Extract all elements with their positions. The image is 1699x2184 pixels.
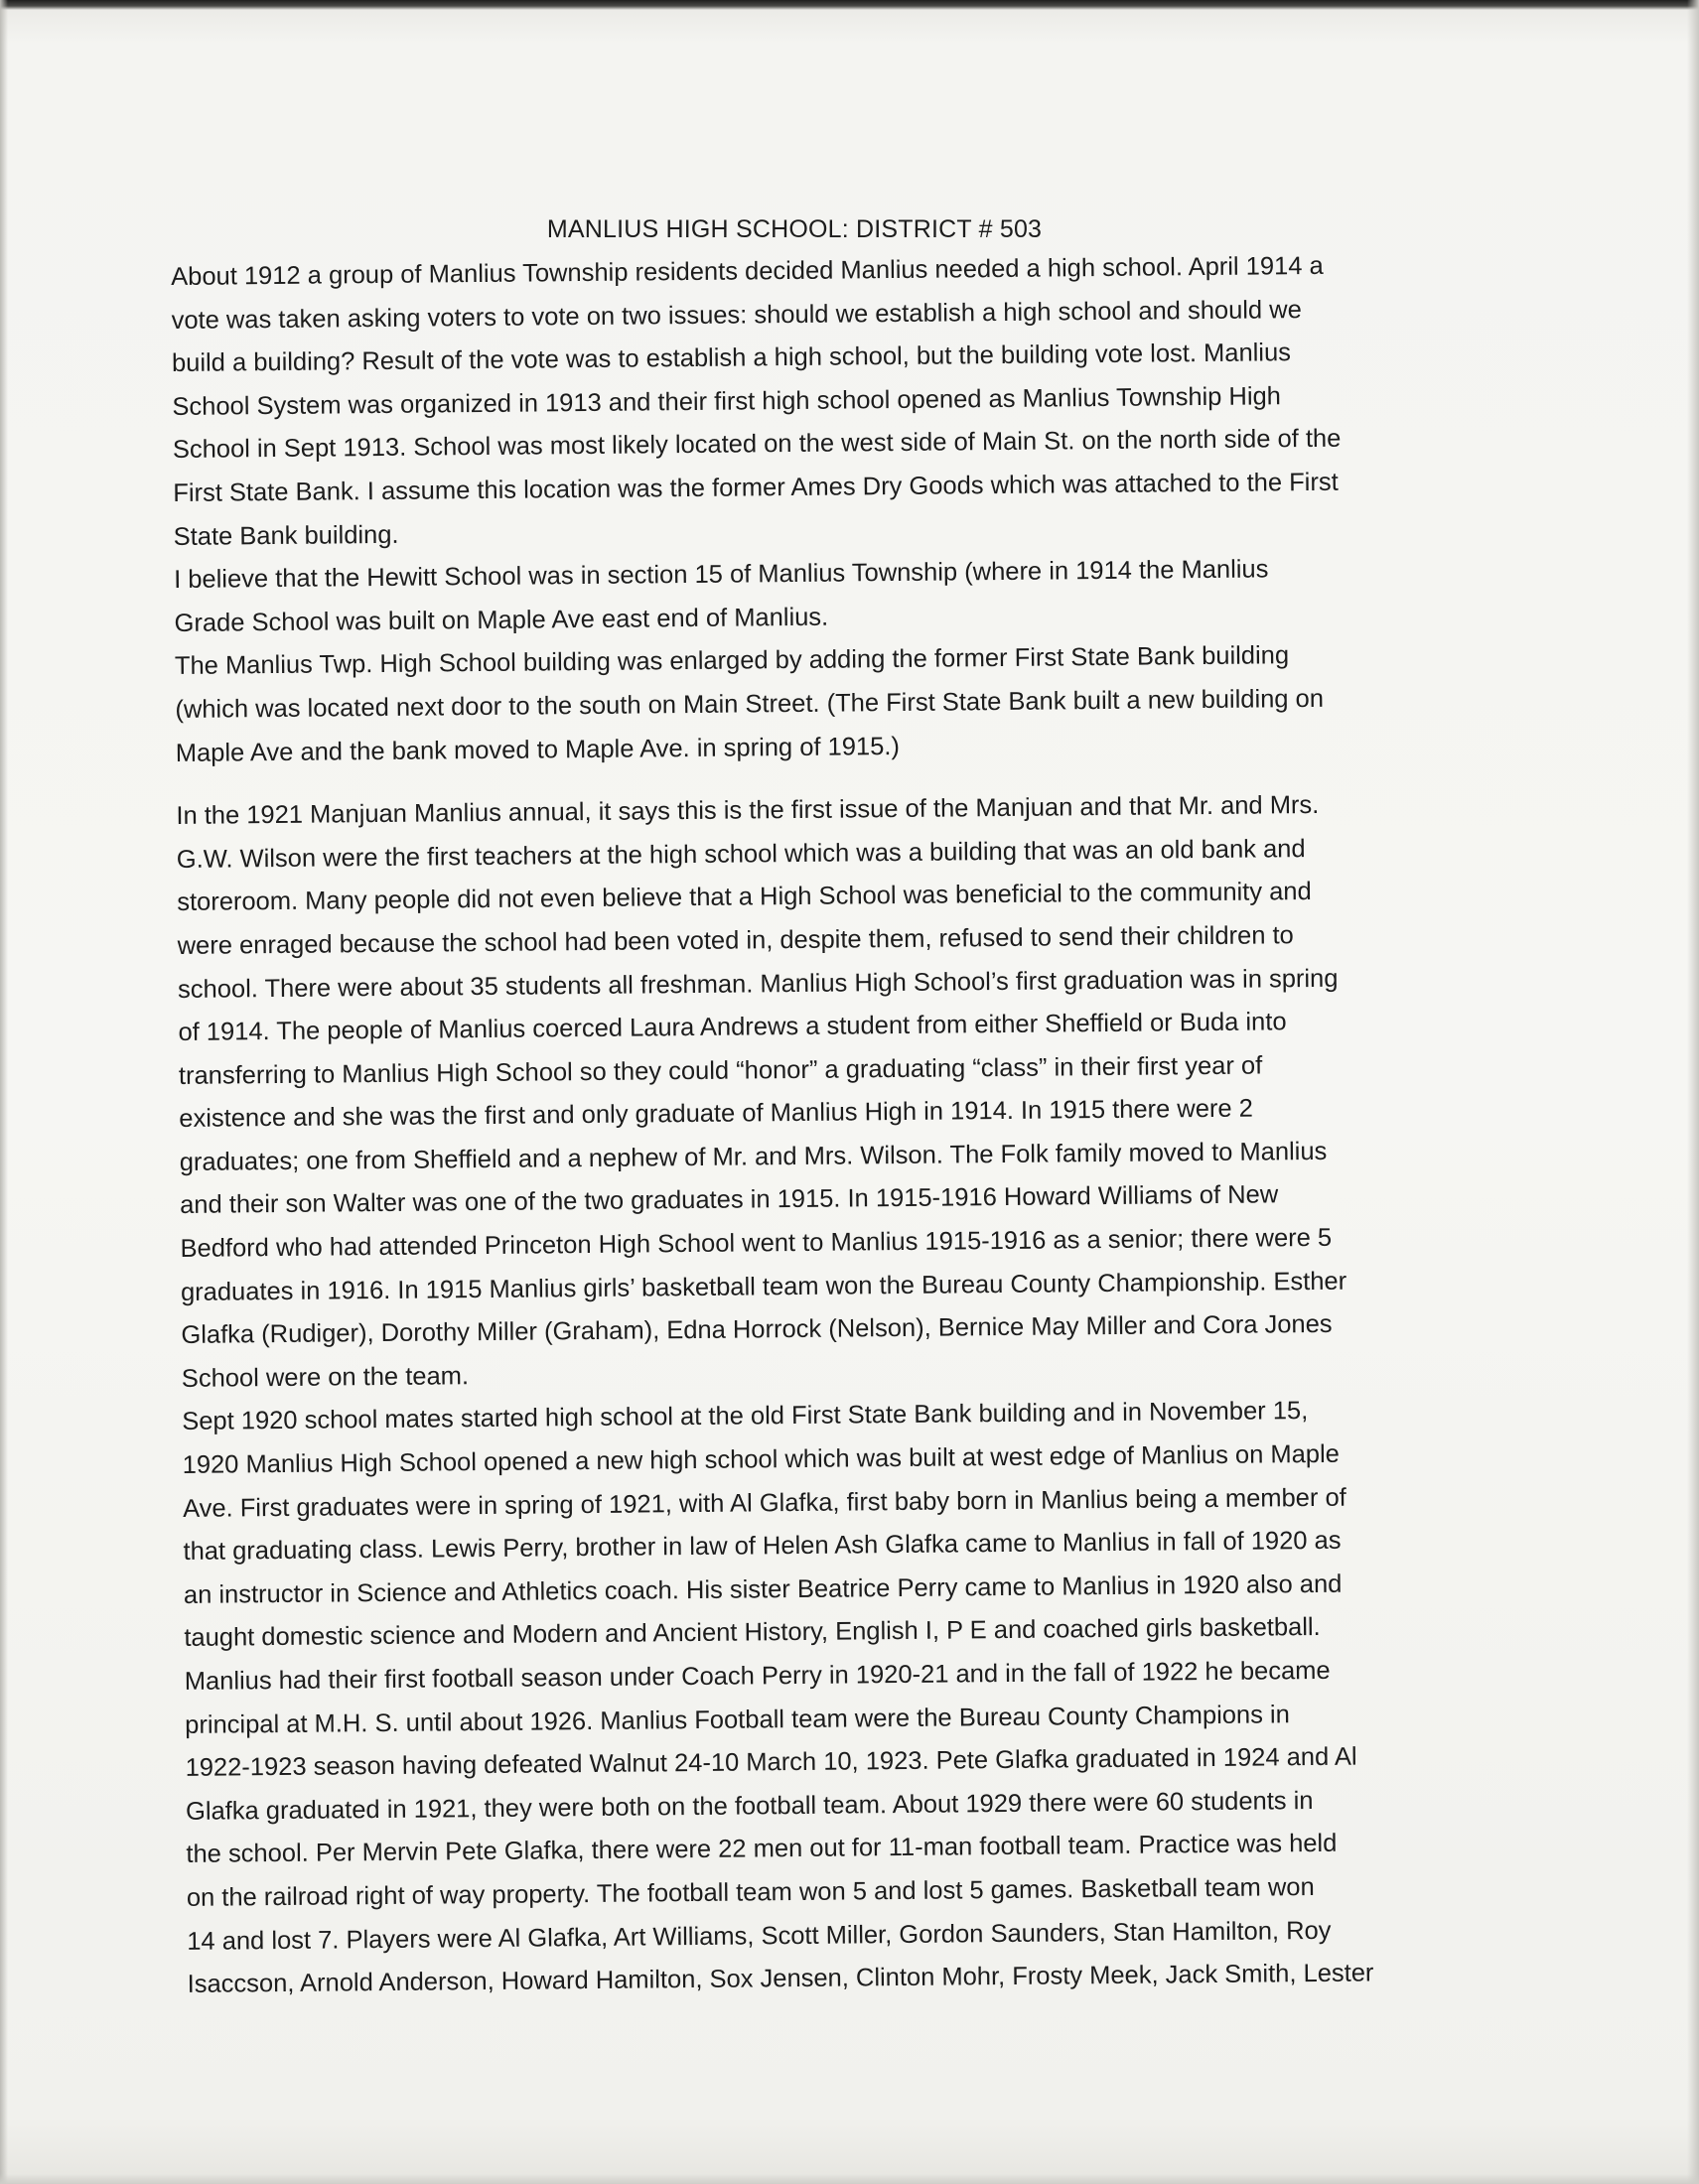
text-line: First State Bank. I assume this location was the former Ames Dry Goods which was attached to the First: [173, 468, 1339, 507]
scan-left-edge: [0, 0, 8, 2184]
text-line: of 1914. The people of Manlius coerced Laura Andrews a student from either Sheffield or Buda into: [178, 1008, 1287, 1047]
paragraph-5: [182, 1389, 1488, 2007]
text-line: The Manlius Twp. High School building was enlarged by adding the former First State Bank building: [174, 641, 1290, 681]
text-line: 1920 Manlius High School opened a new high school which was built at west edge of Manlius on Maple: [182, 1439, 1340, 1479]
paragraph-2: [174, 547, 1476, 646]
text-line: principal at M.H. S. until about 1926. Manlius Football team were the Bureau County Champions in: [185, 1700, 1290, 1739]
text-line: transferring to Manlius High School so they could “honor” a graduating “class” in their first year of: [178, 1051, 1263, 1090]
text-line: on the railroad right of way property. The football team won 5 and lost 5 games. Basketball team won: [186, 1872, 1315, 1912]
text-line: vote was taken asking voters to vote on two issues: should we establish a high school and should we: [171, 295, 1302, 335]
text-line: In the 1921 Manjuan Manlius annual, it says this is the first issue of the Manjuan and that Mr. and Mrs.: [176, 791, 1320, 831]
text-line: Glafka (Rudiger), Dorothy Miller (Graham), Edna Horrock (Nelson), Bernice May Miller and Cora Jones: [181, 1310, 1333, 1350]
scan-right-edge: [1687, 0, 1699, 2184]
scan-bottom-edge: [0, 2174, 1699, 2184]
text-line: school. There were about 35 students all freshman. Manlius High School’s first graduation was in spring: [177, 964, 1339, 1004]
scan-top-edge: [0, 0, 1699, 10]
text-line: 1922-1923 season having defeated Walnut 24-10 March 10, 1923. Pete Glafka graduated in 1924 and Al: [185, 1742, 1357, 1783]
text-line: Isaccson, Arnold Anderson, Howard Hamilton, Sox Jensen, Clinton Mohr, Frosty Meek, Jack Smith, Lester: [187, 1959, 1374, 1999]
text-line: and their son Walter was one of the two graduates in 1915. In 1915-1916 Howard Williams of New: [180, 1180, 1279, 1220]
text-line: that graduating class. Lewis Perry, brother in law of Helen Ash Glafka came to Manlius in fall of 1920 as: [183, 1526, 1342, 1567]
document-title: MANLIUS HIGH SCHOOL: DISTRICT # 503: [546, 215, 1043, 243]
text-line: Grade School was built on Maple Ave east end of Manlius.: [174, 603, 829, 637]
text-line: Sept 1920 school mates started high school at the old First State Bank building and in November 15,: [182, 1397, 1309, 1436]
text-line: taught domestic science and Modern and Ancient History, English I, P E and coached girls basketball.: [184, 1613, 1321, 1653]
text-line: G.W. Wilson were the first teachers at the high school which was a building that was an old bank and: [176, 834, 1306, 874]
paragraph-4: [176, 783, 1483, 1402]
text-line: Glafka graduated in 1921, they were both on the football team. About 1929 there were 60 students in: [185, 1786, 1314, 1826]
text-line: storeroom. Many people did not even believe that a High School was beneficial to the community and: [177, 878, 1312, 917]
text-line: (which was located next door to the south on Main Street. (The First State Bank built a new building on: [175, 684, 1325, 724]
paragraph-3: [175, 633, 1477, 775]
text-line: School were on the team.: [181, 1362, 470, 1393]
document-body: [171, 243, 1488, 2006]
text-line: existence and she was the first and only graduate of Manlius High in 1914. In 1915 there were 2: [179, 1094, 1254, 1134]
text-line: 14 and lost 7. Players were Al Glafka, Art Williams, Scott Miller, Gordon Saunders, Stan Hamilton, Roy: [187, 1916, 1332, 1956]
text-line: Ave. First graduates were in spring of 1921, with Al Glafka, first baby born in Manlius being a member of: [182, 1483, 1346, 1523]
text-line: build a building? Result of the vote was to establish a high school, but the building vote lost. Manlius: [171, 339, 1292, 378]
text-line: were enraged because the school had been voted in, despite them, refused to send their children to: [177, 921, 1294, 960]
paragraph-1: [171, 243, 1475, 559]
text-line: School in Sept 1913. School was most likely located on the west side of Main St. on the north side of the: [172, 425, 1342, 465]
text-line: Maple Ave and the bank moved to Maple Ave. in spring of 1915.): [175, 732, 901, 767]
text-line: School System was organized in 1913 and their first high school opened as Manlius Township High: [172, 382, 1282, 421]
text-line: Manlius had their first football season under Coach Perry in 1920-21 and in the fall of 1922 he became: [184, 1656, 1331, 1696]
text-line: I believe that the Hewitt School was in section 15 of Manlius Township (where in 1914 the Manlius: [173, 555, 1269, 595]
text-line: the school. Per Mervin Pete Glafka, there were 22 men out for 11-man football team. Practice was held: [186, 1830, 1338, 1869]
text-line: Bedford who had attended Princeton High School went to Manlius 1915-1916 as a senior; there were 5: [180, 1223, 1333, 1264]
text-line: graduates; one from Sheffield and a nephew of Mr. and Mrs. Wilson. The Folk family moved to Manlius: [179, 1137, 1328, 1176]
text-line: State Bank building.: [173, 520, 399, 551]
text-line: graduates in 1916. In 1915 Manlius girls’ basketball team won the Bureau County Championship. Esther: [180, 1267, 1347, 1306]
text-line: About 1912 a group of Manlius Township residents decided Manlius needed a high school. April 1914 a: [171, 251, 1324, 291]
text-line: an instructor in Science and Athletics coach. His sister Beatrice Perry came to Manlius in 1920 also and: [183, 1570, 1343, 1609]
